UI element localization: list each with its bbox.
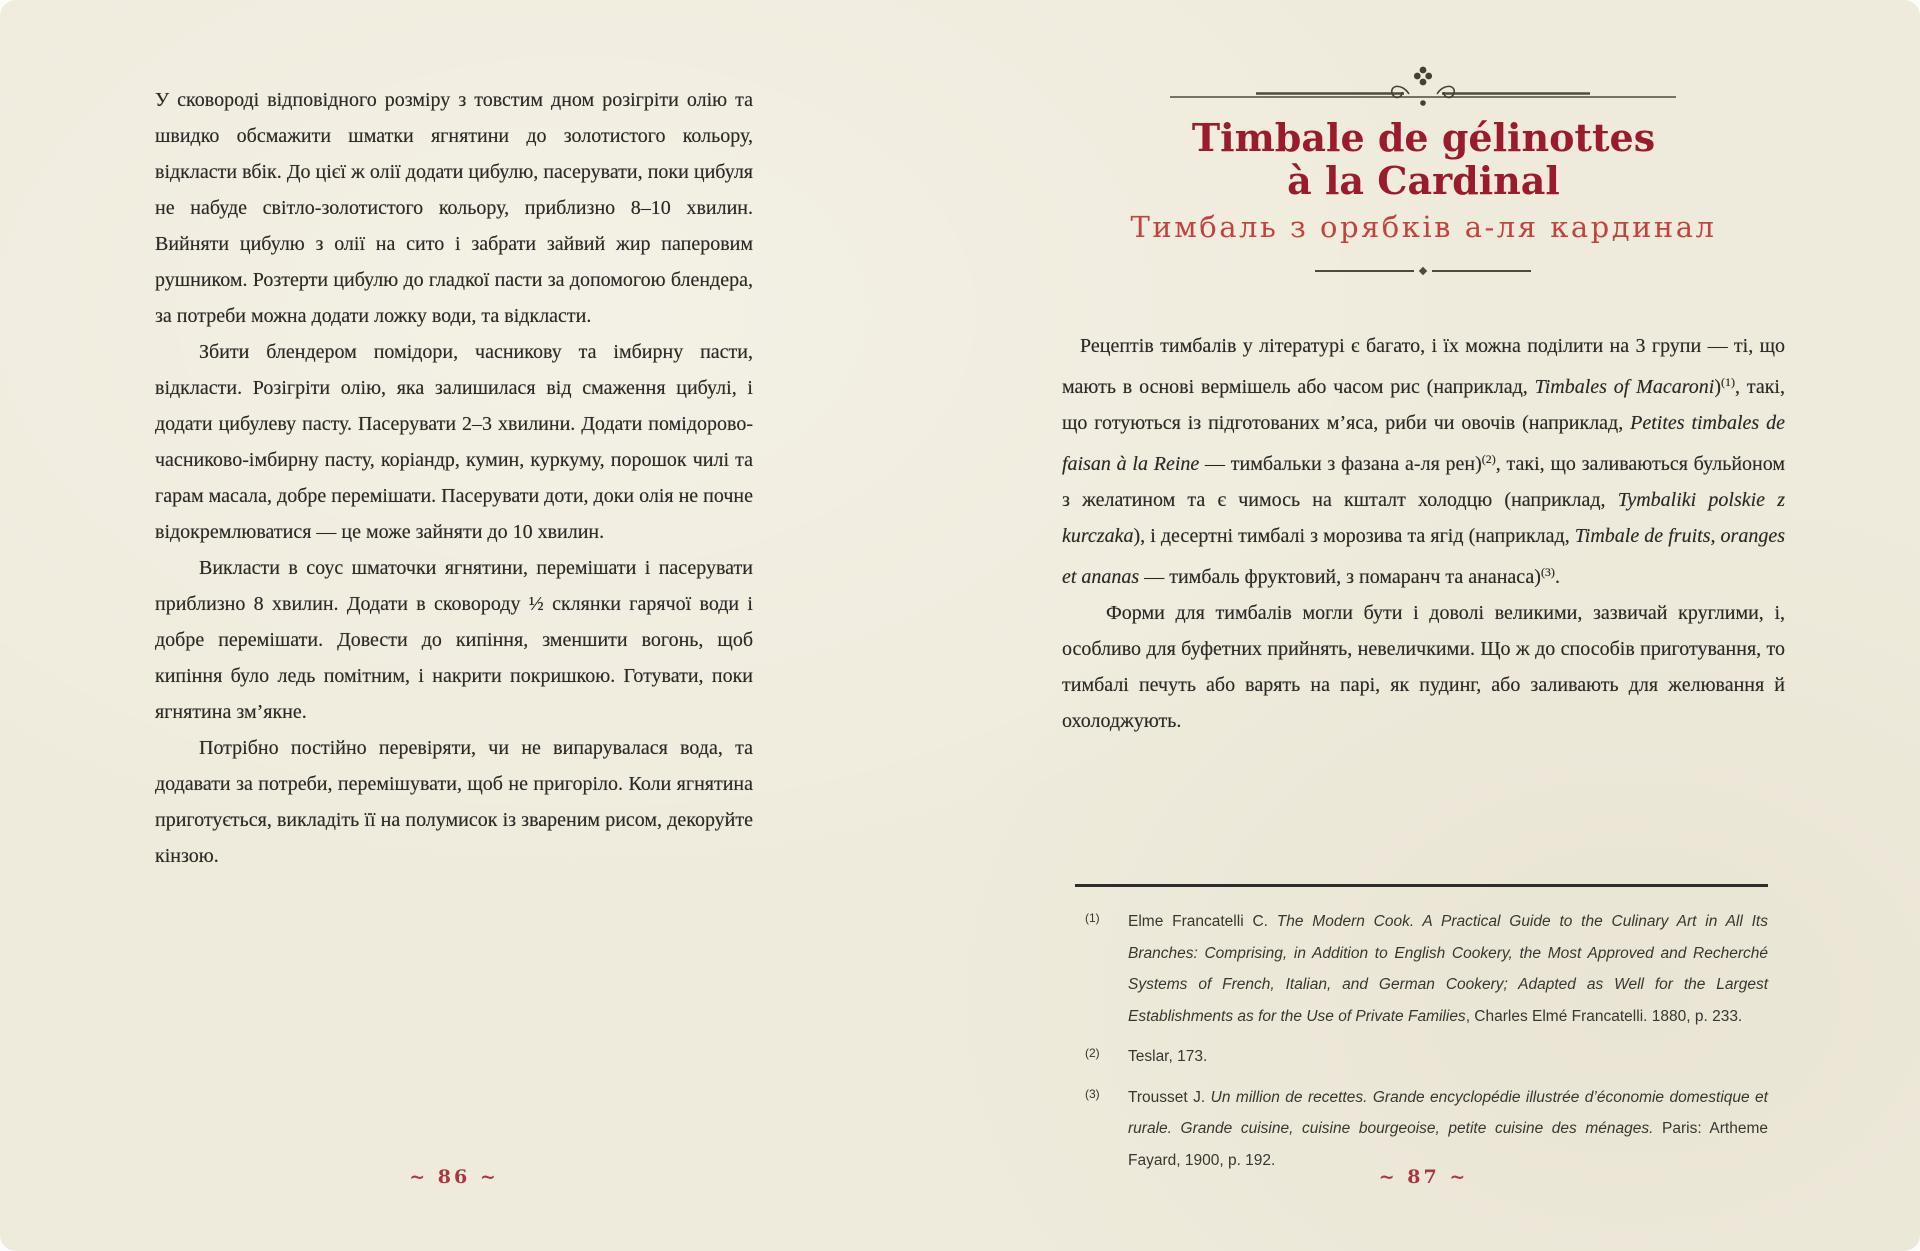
recipe-title-french xyxy=(1062,116,1785,202)
recipe-step-paragraph: Потрібно постійно перевіряти, чи не випарувалася вода, та додавати за потреби, перемішувати, щоб не пригоріло. Коли ягнятина приготується, викладіть її на полумисок із звареним рисом, декоруйте кінзою. xyxy=(155,737,753,867)
divider-line xyxy=(1432,270,1531,272)
footnote-item xyxy=(1085,906,1768,1032)
page-number-right: ~ 87 ~ xyxy=(1378,1166,1469,1188)
left-page-body xyxy=(155,82,753,874)
divider-line xyxy=(1315,270,1414,272)
recipe-title-french-line1: Timbale de gélinottes xyxy=(1191,115,1656,160)
footnote-rule xyxy=(1075,884,1768,887)
footnote-text: Teslar, 173. xyxy=(1128,1048,1208,1065)
right-page-body xyxy=(1062,328,1785,739)
recipe-step-paragraph: Викласти в соус шматочки ягнятини, перемішати і пасерувати приблизно 8 хвилин. Додати в сковороду ½ склянки гарячої води і добре перемішати. Довести до кипіння, зменшити вогонь, щоб кипіння було ледь помітним, і накрити покришкою. Готувати, поки ягнятина зм’якне. xyxy=(155,557,753,723)
intro-paragraph: Форми для тимбалів могли бути і доволі великими, зазвичай круглими, і, особливо для буфетних прийнять, невеличкими. Що ж до способів приготування, то тимбалі печуть або варять на парі, як пудинг, або заливають для желювання й охолоджують. xyxy=(1062,602,1785,732)
footnote-marker: (1) xyxy=(1085,911,1100,925)
recipe-step-paragraph: У сковороді відповідного розміру з товстим дном розігріти олію та швидко обсмажити шматки ягнятини до золотистого кольору, відкласти вбік. До цієї ж олії додати цибулю, пасерувати, поки цибуля не набуде світло-золотистого кольору, приблизно 8–10 хвилин. Вийняти цибулю з олії на сито і забрати зайвий жир паперовим рушником. Розтерти цибулю до гладкої пасти за допомогою блендера, за потреби можна додати ложку води, та відкласти. xyxy=(155,89,753,327)
sub-divider xyxy=(1315,266,1531,275)
footnote-marker: (2) xyxy=(1085,1046,1100,1060)
footnote-text: Elme Francatelli C. The Modern Cook. A Practical Guide to the Culinary Art in All Its Branches: Comprising, in Addition to English Cookery, the Most Approved and Recherché Systems of French, Italian, and German Cookery; Adapted as Well for the Largest Establishments as for the Use of Private Families, Charles Elmé Francatelli. 1880, p. 233. xyxy=(1128,913,1768,1025)
recipe-title-ukrainian: Тимбаль з орябків а-ля кардинал xyxy=(1130,210,1717,244)
footnote-text: Trousset J. Un million de recettes. Grande encyclopédie illustrée d’économie domestique et rurale. Grande cuisine, cuisine bourgeoise, petite cuisine des ménages. Paris: Artheme Fayard, 1900, p. 192. xyxy=(1128,1088,1768,1169)
footnote-item xyxy=(1085,1082,1768,1177)
footnote-marker: (3) xyxy=(1085,1086,1100,1101)
diamond-icon xyxy=(1419,266,1427,274)
ornament-divider xyxy=(1168,60,1678,113)
recipe-step-paragraph: Збити блендером помідори, часникову та імбирну пасти, відкласти. Розігріти олію, яка залишилася від смаження цибулі, і додати цибулеву пасту. Пасерувати 2–3 хвилини. Додати помідорово-часниково-імбирну пасту, коріандр, кумин, куркуму, порошок чилі та гарам масала, добре перемішати. Пасерувати доти, доки олія не почне відокремлюватися — це може зайняти до 10 хвилин. xyxy=(155,341,754,543)
fleur-ornament-icon xyxy=(1168,60,1678,108)
intro-paragraph: Рецептів тимбалів у літературі є багато, і їх можна поділити на 3 групи — ті, що мають в основі вермішель або часом рис (наприклад, Timbales of Macaroni)$^{(1)}$, такі, що готуються із підготованих м’яса, риби чи овочів (наприклад, Petites timbales de faisan à la Reine — тимбальки з фазана а-ля рен)$^{(2)}$, такі, що заливаються бульйоном з желатином та є чимось на кшталт холодцю (наприклад, Tymbaliki polskie z kurczaka), і десертні тимбалі з морозива та ягід (наприклад, Timbale de fruits, oranges et ananas — тимбаль фруктовий, з помаранч та ананаса)$^{(3)}$. xyxy=(1062,335,1786,588)
page-number-left: ~ 86 ~ xyxy=(409,1166,499,1188)
footnote-item xyxy=(1085,1041,1768,1073)
recipe-title-french-line2: à la Cardinal xyxy=(1287,158,1560,203)
footnote-list xyxy=(1085,906,1768,1185)
